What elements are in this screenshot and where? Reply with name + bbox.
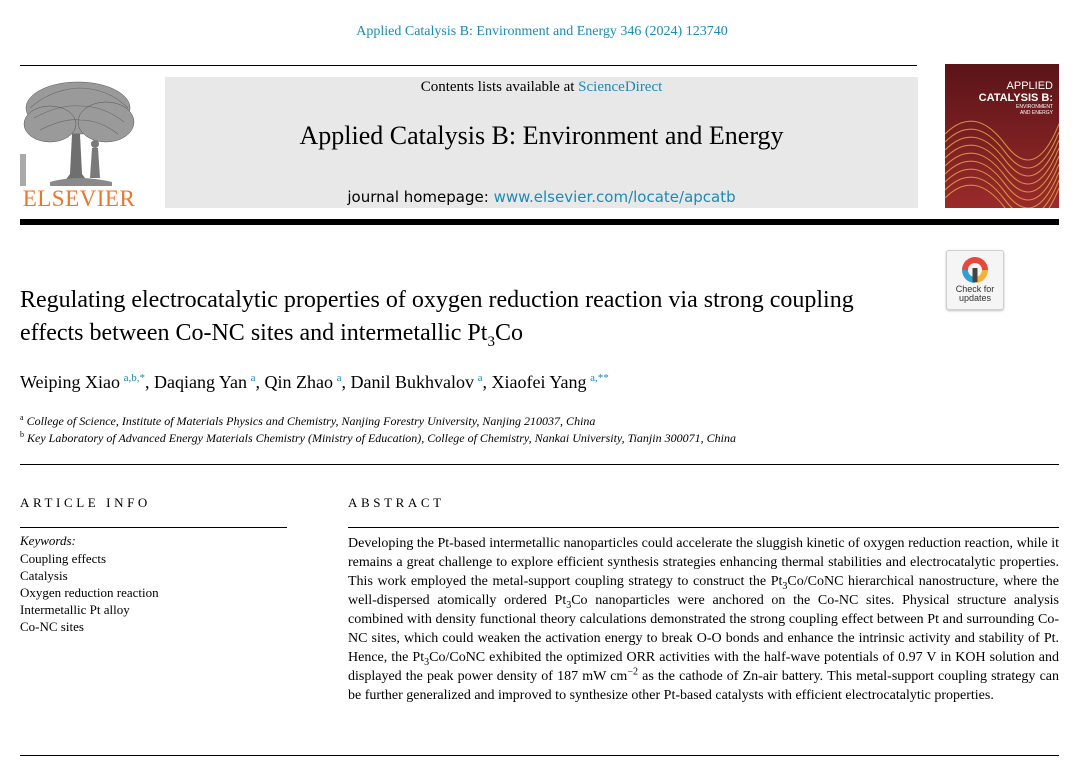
journal-title: Applied Catalysis B: Environment and Energy — [299, 121, 784, 150]
article-title — [20, 284, 920, 359]
cover-title — [979, 80, 1053, 116]
author-affil-sup[interactable]: a — [336, 372, 342, 384]
keyword-item: Oxygen reduction reaction — [20, 585, 159, 600]
author-name[interactable]: Xiaofei Yang — [491, 372, 587, 392]
cover-title-line2: CATALYSIS B: — [978, 92, 1053, 104]
section-rule — [20, 464, 1059, 465]
elsevier-wordmark: ELSEVIER — [22, 186, 136, 211]
author-name[interactable]: Daqiang Yan — [154, 372, 248, 392]
author-affil-sup[interactable]: a,b, — [123, 372, 140, 384]
author-affil-sup[interactable]: a, — [590, 372, 598, 384]
keyword-item: Co-NC sites — [20, 619, 84, 634]
abstract-subscript: 3 — [424, 656, 430, 668]
header-thick-rule — [20, 219, 1059, 225]
abstract-subscript: 3 — [782, 580, 788, 592]
check-label-line2: updates — [958, 293, 992, 303]
elsevier-logo[interactable] — [20, 78, 138, 210]
abstract-text: as the cathode of Zn-air battery. This metal-support coupling strategy can be further generalized and improved to synthesize other Pt-based catalysts with efficient electrocatalytic properties. — [348, 669, 1059, 703]
cover-subtitle-line2: AND ENERGY — [1019, 110, 1053, 116]
affiliation-text: College of Science, Institute of Materials Physics and Chemistry, Nanjing Forestry University, Nanjing 210037, China — [26, 414, 596, 428]
affiliation — [20, 430, 736, 446]
keyword-item: Catalysis — [20, 568, 68, 583]
contents-line — [165, 79, 918, 96]
homepage-prefix: journal homepage: — [347, 188, 494, 206]
corresponding-mark[interactable]: ** — [597, 372, 609, 384]
affiliation-label: a — [20, 413, 24, 422]
journal-cover[interactable] — [945, 64, 1059, 208]
check-for-updates-label — [947, 285, 1003, 303]
contents-prefix: Contents lists available at — [420, 79, 579, 95]
author-name[interactable]: Weiping Xiao — [20, 372, 121, 392]
abstract-body — [348, 534, 1059, 705]
keywords-label: Keywords: — [20, 533, 76, 548]
bottom-rule — [20, 755, 1059, 756]
check-label-line1: Check for — [955, 284, 995, 294]
cover-subtitle-line1: ENVIRONMENT — [1016, 104, 1053, 110]
cover-title-line1: APPLIED — [1006, 80, 1053, 92]
crossmark-icon — [960, 255, 990, 285]
abstract-heading: ABSTRACT — [348, 495, 445, 510]
keyword-item: Coupling effects — [20, 551, 107, 566]
article-info-rule — [20, 527, 287, 528]
corresponding-mark[interactable]: * — [139, 372, 146, 384]
abstract-superscript: −2 — [627, 666, 638, 678]
affiliation — [20, 413, 595, 429]
abstract-rule — [348, 527, 1059, 528]
check-for-updates-button[interactable] — [946, 250, 1004, 310]
abstract-text: Co/CoNC hierarchical nanostructure, where the well-dispersed atomically ordered Pt — [348, 574, 1060, 608]
abstract-text: Co nanoparticles were anchored on the Co-NC sites. Physical structure analysis combined with density functional theory calculations demonstrated the strong coupling effect between Pt and surrounding Co-NC sites, which could weaken the activation energy to break O-O bonds and enhance the intrinsic activity and stability of Pt. Hence, the Pt — [348, 593, 1059, 665]
abstract-text: Developing the Pt-based intermetallic nanoparticles could accelerate the sluggish kinetic of oxygen reduction reaction, while it remains a great challenge to explore efficient synthesis strategies enhancing thermal stabilities and electrocatalytic properties. This work employed the metal-support coupling strategy to construct the Pt — [348, 536, 1059, 589]
abstract-text: Co/CoNC exhibited the optimized ORR activities with the half-wave potentials of 0.97 V in KOH solution and displayed the peak power density of 187 mW cm — [348, 650, 1060, 684]
author-name[interactable]: Danil Bukhvalov — [350, 372, 475, 392]
affiliation-label: b — [20, 430, 24, 439]
author-list: Weiping Xiao $^{a,b,*}$, Daqiang Yan $^a$, Qin Zhao $^a$, Danil Bukhvalov $^a$, Xiaofei Yang $^{a,**}$ — [20, 372, 609, 392]
author-name[interactable]: Qin Zhao — [264, 372, 334, 392]
author-affil-sup[interactable]: a — [250, 372, 256, 384]
article-info-heading: ARTICLE INFO — [20, 495, 151, 510]
homepage-link[interactable]: www.elsevier.com/locate/apcatb — [493, 188, 736, 206]
affiliation-text: Key Laboratory of Advanced Energy Materials Chemistry (Ministry of Education), College of Chemistry, Nankai University, Tianjin 300071, China — [27, 431, 736, 445]
author-affil-sup[interactable]: a — [477, 372, 483, 384]
title-text-end: Co — [494, 320, 523, 346]
journal-citation[interactable]: Applied Catalysis B: Environment and Energy 346 (2024) 123740 — [356, 24, 728, 39]
keyword-item: Intermetallic Pt alloy — [20, 602, 130, 617]
title-subscript: 3 — [487, 333, 495, 350]
abstract-subscript: 3 — [566, 599, 572, 611]
title-text: Regulating electrocatalytic properties of oxygen reduction reaction via strong coupling effects between Co-NC sites and intermetallic Pt — [20, 287, 854, 346]
homepage-line — [165, 188, 918, 206]
sciencedirect-link[interactable]: ScienceDirect — [578, 79, 663, 95]
top-rule — [20, 65, 917, 66]
